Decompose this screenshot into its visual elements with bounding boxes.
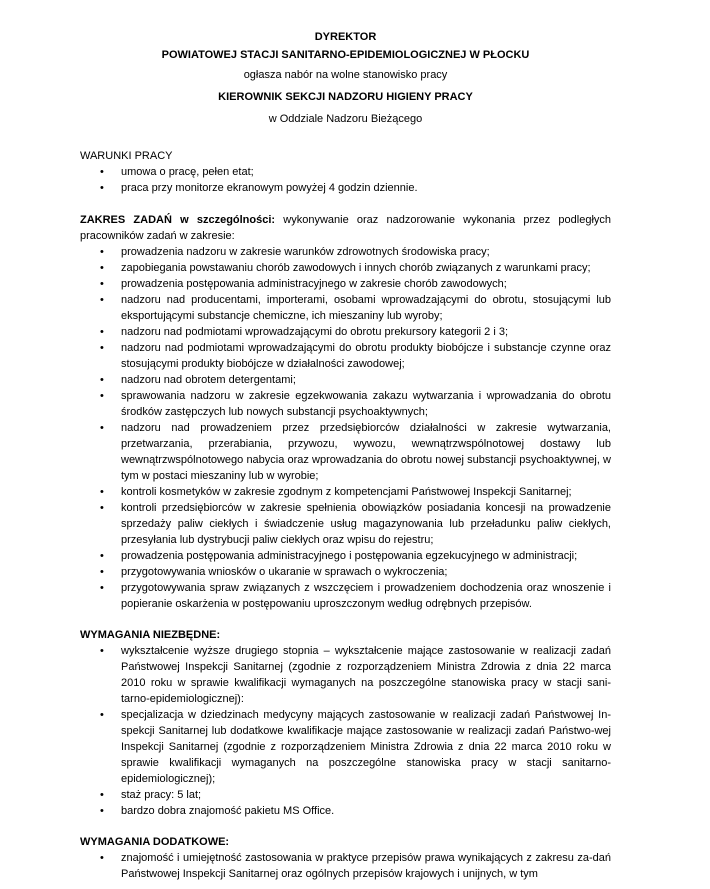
list-item — [80, 500, 611, 548]
bullet-icon: • — [100, 852, 104, 864]
bullet-icon: • — [100, 278, 104, 290]
bullet-icon: • — [100, 390, 104, 402]
bullet-icon: • — [100, 645, 104, 657]
bullet-icon: • — [100, 566, 104, 578]
bullet-icon: • — [100, 486, 104, 498]
list-item-text: nadzoru nad producentami, importerami, osobami wprowadzającymi do obrotu, stosującymi lub eksportującymi substancje chemiczne, ich mieszaniny lub wyroby; — [121, 294, 611, 322]
list-item — [80, 484, 611, 500]
list-item-text: kontroli kosmetyków w zakresie zgodnym z kompetencjami Państwowej Inspekcji Sanitarnej; — [121, 486, 572, 498]
list-item-text: praca przy monitorze ekranowym powyżej 4 godzin dziennie. — [121, 182, 418, 194]
section-niezbedne-title: WYMAGANIA NIEZBĘDNE: — [80, 629, 221, 641]
header-department: w Oddziale Nadzoru Bieżącego — [268, 113, 423, 125]
header-position: KIEROWNIK SEKCJI NADZORU HIGIENY PRACY — [218, 91, 473, 103]
list-item — [80, 643, 611, 707]
list-item-text: staż pracy: 5 lat; — [121, 789, 202, 801]
list-item — [80, 564, 611, 580]
section-warunki-title: WARUNKI PRACY — [80, 150, 173, 162]
list-item-text: przygotowywania spraw związanych z wszczęciem i prowadzeniem dochodzenia oraz wnoszenie i popieranie oskarżenia w postępowaniu uproszczonym według odrębnych przepisów. — [121, 582, 611, 610]
list-item — [80, 276, 611, 292]
list-item — [80, 420, 611, 484]
section-warunki-list — [80, 164, 611, 196]
list-item-text: wykształcenie wyższe drugiego stopnia – wykształcenie mające zastosowanie w realizacji zadań Państwowej Inspekcji Sanitarnej (zgodnie z rozporządzeniem Ministra Zdrowia z dnia 22 marca 2010 roku w sprawie kwalifikacji wymaganych na poszczególne stanowiska pracy w stacji sani-tarno-epidemiologicznej): — [121, 645, 611, 705]
bullet-icon: • — [100, 166, 104, 178]
list-item-text: nadzoru nad prowadzeniem przez przedsiębiorców działalności w zakresie wytwarzania, przetwarzania, przerabiania, przywozu, wywozu, wewnątrzwspólnotowej dostawy lub wewnątrzwspólnotowego nabycia oraz wprowadzania do obrotu nowej substancji psychoaktywnej, w tym w postaci mieszaniny lub w wyrobie; — [121, 422, 611, 482]
section-zakres-list — [80, 244, 611, 612]
list-item-text: przygotowywania wniosków o ukaranie w sprawach o wykroczenia; — [121, 566, 448, 578]
list-item-text: prowadzenia postępowania administracyjnego i postępowania egzekucyjnego w administracji; — [121, 550, 578, 562]
bullet-icon: • — [100, 582, 104, 594]
list-item-text: bardzo dobra znajomość pakietu MS Office. — [121, 805, 335, 817]
list-item-text: umowa o pracę, pełen etat; — [121, 166, 254, 178]
bullet-icon: • — [100, 246, 104, 258]
bullet-icon: • — [100, 502, 104, 514]
header-organization: POWIATOWEJ STACJI SANITARNO-EPIDEMIOLOGICZNEJ W PŁOCKU — [161, 49, 530, 61]
list-item — [80, 580, 611, 612]
document-page — [80, 28, 611, 882]
section-zakres-intro-text: wykonywanie oraz nadzorowanie wykonania przez podległych pracowników zadań w zakresie: — [80, 214, 612, 242]
list-item — [80, 707, 611, 787]
section-zakres-intro — [80, 212, 611, 244]
list-item-text: nadzoru nad obrotem detergentami; — [121, 374, 296, 386]
bullet-icon: • — [100, 709, 104, 721]
bullet-icon: • — [100, 789, 104, 801]
list-item — [80, 548, 611, 564]
list-item — [80, 803, 611, 819]
list-item-text: nadzoru nad podmiotami wprowadzającymi do obrotu prekursory kategorii 2 i 3; — [121, 326, 509, 338]
section-dodatkowe-list — [80, 850, 611, 882]
bullet-icon: • — [100, 550, 104, 562]
list-item-text: kontroli przedsiębiorców w zakresie spełnienia obowiązków posiadania koncesji na prowadzenie sprzedaży paliw ciekłych i świadczenie usług magazynowania lub przeładunku paliw ciekłych, przesyłania lub dystrybucji paliw ciekłych oraz wpisu do rejestru; — [121, 502, 611, 546]
list-item — [80, 372, 611, 388]
list-item-text: zapobiegania powstawaniu chorób zawodowych i innych chorób związanych z warunkami pracy; — [121, 262, 591, 274]
list-item — [80, 164, 611, 180]
header-announcement: ogłasza nabór na wolne stanowisko pracy — [243, 69, 448, 81]
list-item — [80, 388, 611, 420]
list-item-text: specjalizacja w dziedzinach medycyny mających zastosowanie w realizacji zadań Państwowej In-spekcji Sanitarnej lub dodatkowe kwalifikacje mające zastosowanie w realizacji zadań Państwo-wej Inspekcji Sanitarnej (zgodnie z rozporządzeniem Ministra Zdrowia z dnia 22 marca 2010 roku w sprawie kwalifikacji wymaganych na poszczególne stanowiska pracy w stacji sanitarno-epidemiologicznej); — [121, 709, 611, 785]
bullet-icon: • — [100, 422, 104, 434]
header-title: DYREKTOR — [314, 31, 377, 43]
list-item — [80, 787, 611, 803]
list-item — [80, 850, 611, 882]
bullet-icon: • — [100, 326, 104, 338]
bullet-icon: • — [100, 182, 104, 194]
list-item — [80, 180, 611, 196]
bullet-icon: • — [100, 262, 104, 274]
list-item — [80, 260, 611, 276]
section-zakres-lead: ZAKRES ZADAŃ w szczególności: — [80, 214, 276, 226]
list-item-text: znajomość i umiejętność zastosowania w praktyce przepisów prawa wynikających z zakresu za-dań Państwowej Inspekcji Sanitarnej oraz ogólnych przepisów krajowych i unijnych, w tym — [121, 852, 611, 880]
bullet-icon: • — [100, 342, 104, 354]
list-item-text: prowadzenia nadzoru w zakresie warunków zdrowotnych środowiska pracy; — [121, 246, 490, 258]
list-item-text: nadzoru nad podmiotami wprowadzającymi do obrotu produkty biobójcze i substancje czynne oraz stosującymi produkty biobójcze w działalności zawodowej; — [121, 342, 611, 370]
list-item-text: prowadzenia postępowania administracyjnego w zakresie chorób zawodowych; — [121, 278, 507, 290]
section-dodatkowe-title: WYMAGANIA DODATKOWE: — [80, 836, 230, 848]
list-item — [80, 340, 611, 372]
list-item — [80, 292, 611, 324]
bullet-icon: • — [100, 805, 104, 817]
list-item — [80, 244, 611, 260]
list-item — [80, 324, 611, 340]
bullet-icon: • — [100, 294, 104, 306]
list-item-text: sprawowania nadzoru w zakresie egzekwowania zakazu wytwarzania i wprowadzania do obrotu środków zastępczych lub nowych substancji psychoaktywnych; — [121, 390, 611, 418]
section-niezbedne-list — [80, 643, 611, 819]
bullet-icon: • — [100, 374, 104, 386]
